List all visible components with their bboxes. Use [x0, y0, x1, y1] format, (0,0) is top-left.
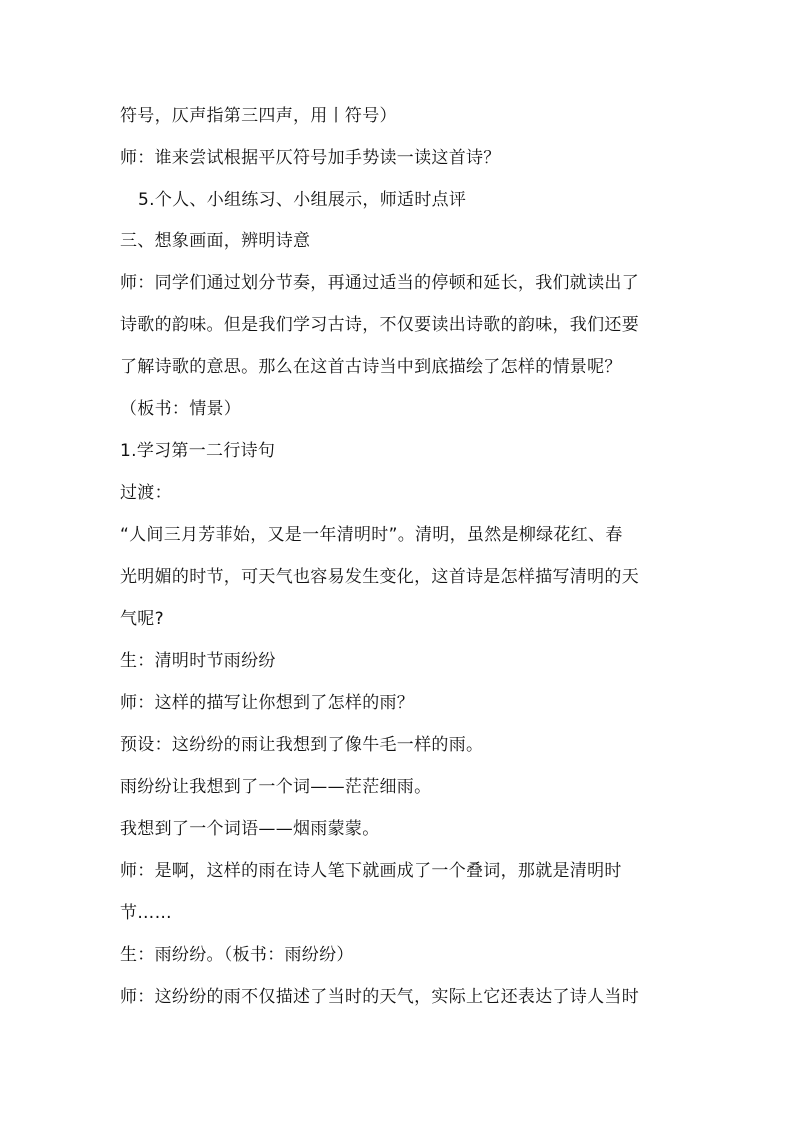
text-line-20: 节…… [120, 903, 172, 923]
text-line-3: 5.个人、小组练习、小组展示，师适时点评 [138, 190, 467, 210]
subheading-1: 1.学习第一二行诗句 [120, 441, 276, 461]
text-line-15: 师：这样的描写让你想到了怎样的雨？ [120, 693, 415, 713]
section-heading: 三、想象画面，辨明诗意 [120, 231, 311, 251]
text-line-21: 生：雨纷纷。（板书：雨纷纷） [120, 945, 354, 965]
text-line-13: 气呢? [120, 609, 164, 629]
text-line-5: 师：同学们通过划分节奏，再通过适当的停顿和延长，我们就读出了 [120, 273, 639, 293]
text-line-14: 生：清明时节雨纷纷 [120, 651, 276, 671]
text-line-18: 我想到了一个词语——烟雨蒙蒙。 [120, 819, 380, 839]
text-line-12: 光明媚的时节，可天气也容易发生变化，这首诗是怎样描写清明的天 [120, 567, 639, 587]
text-line-17: 雨纷纷让我想到了一个词——茫茫细雨。 [120, 777, 432, 797]
text-line-16: 预设：这纷纷的雨让我想到了像牛毛一样的雨。 [120, 735, 484, 755]
text-line-6: 诗歌的韵味。但是我们学习古诗，不仅要读出诗歌的韵味，我们还要 [120, 315, 639, 335]
text-line-19: 师：是啊，这样的雨在诗人笔下就画成了一个叠词，那就是清明时 [120, 861, 622, 881]
text-line-1: 符号，仄声指第三四声，用丨符号） [120, 106, 397, 126]
text-line-8: （板书：情景） [120, 399, 242, 419]
text-line-11: “人间三月芳菲始，又是一年清明时”。清明，虽然是柳绿花红、春 [120, 525, 623, 545]
text-line-22: 师：这纷纷的雨不仅描述了当时的天气，实际上它还表达了诗人当时 [120, 987, 639, 1007]
text-line-2: 师：谁来尝试根据平仄符号加手势读一读这首诗？ [120, 148, 501, 168]
text-line-7: 了解诗歌的意思。那么在这首古诗当中到底描绘了怎样的情景呢？ [120, 357, 622, 377]
text-line-10: 过渡： [120, 483, 172, 503]
